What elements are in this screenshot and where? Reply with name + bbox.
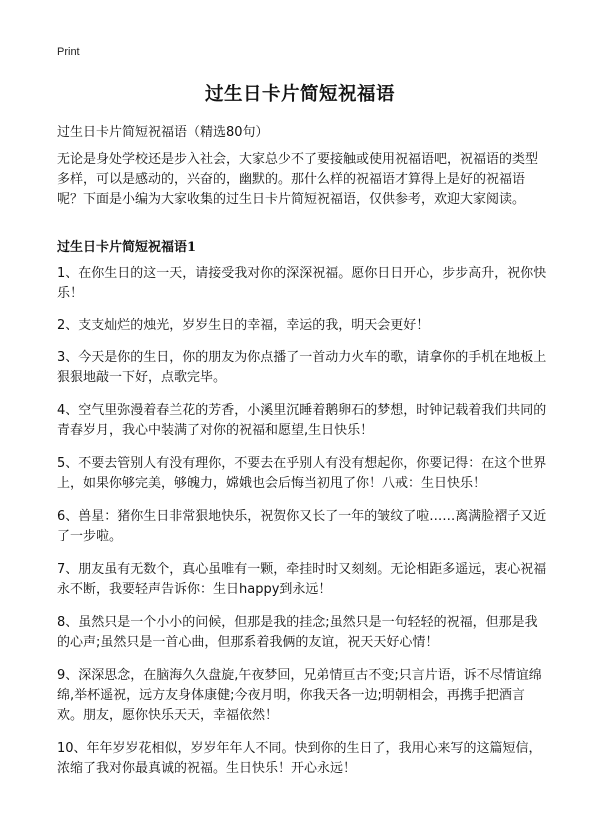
- list-item: 8、虽然只是一个小小的问候，但那是我的挂念;虽然只是一句轻轻的祝福，但那是我的心声;虽然只是一首心曲，但那系着我俩的友谊，祝天天好心情！: [57, 615, 538, 650]
- list-item: 9、深深思念，在脑海久久盘旋,午夜梦回，兄弟情亘古不变;只言片语，诉不尽情谊绵绵,举杯遥祝，远方友身体康健;今夜月明，你我天各一边;明朝相会，再携手把酒言欢。朋友，愿你快乐天天，幸福依然！: [57, 668, 542, 723]
- list-item: 2、支支灿烂的烛光，岁岁生日的幸福，幸运的我，明天会更好！: [57, 318, 430, 333]
- print-label: Print: [57, 46, 80, 58]
- document-subtitle: 过生日卡片简短祝福语（精选80句）: [57, 125, 269, 140]
- list-item: 5、不要去管别人有没有理你，不要去在乎别人有没有想起你，你要记得：在这个世界上，如果你够完美，够魄力，嫦娥也会后悔当初甩了你！八戒：生日快乐！: [57, 456, 547, 491]
- list-item: 4、空气里弥漫着春兰花的芳香，小溪里沉睡着鹅卵石的梦想，时钟记载着我们共同的青春岁月，我心中装满了对你的祝福和愿望,生日快乐！: [57, 403, 547, 438]
- list-item: 1、在你生日的这一天，请接受我对你的深深祝福。愿你日日开心，步步高升，祝你快乐！: [57, 266, 547, 301]
- section-heading: 过生日卡片简短祝福语1: [57, 240, 197, 255]
- intro-paragraph: 无论是身处学校还是步入社会，大家总少不了要接触或使用祝福语吧，祝福语的类型多样，可以是感动的，兴奋的，幽默的。那什么样的祝福语才算得上是好的祝福语呢？下面是小编为大家收集的过生日卡片简短祝福语，仅供参考，欢迎大家阅读。: [57, 152, 539, 207]
- page-title: 过生日卡片简短祝福语: [204, 84, 395, 105]
- list-item: 6、兽星：猪你生日非常狠地快乐，祝贺你又长了一年的皱纹了啦……离满脸褶子又近了一步啦。: [57, 509, 547, 544]
- list-item: 3、今天是你的生日，你的朋友为你点播了一首动力火车的歌，请拿你的手机在地板上狠狠地敲一下好，点歌完毕。: [57, 350, 547, 385]
- wish-list: [57, 264, 547, 792]
- list-item: 10、年年岁岁花相似，岁岁年年人不同。快到你的生日了，我用心来写的这篇短信，浓缩了我对你最真诚的祝福。生日快乐！开心永远！: [57, 741, 542, 776]
- list-item: 7、朋友虽有无数个，真心虽唯有一颗，牵挂时时又刻刻。无论相距多遥远，衷心祝福永不断，我要轻声告诉你：生日happy到永远！: [57, 562, 547, 597]
- intro-block: [57, 150, 547, 210]
